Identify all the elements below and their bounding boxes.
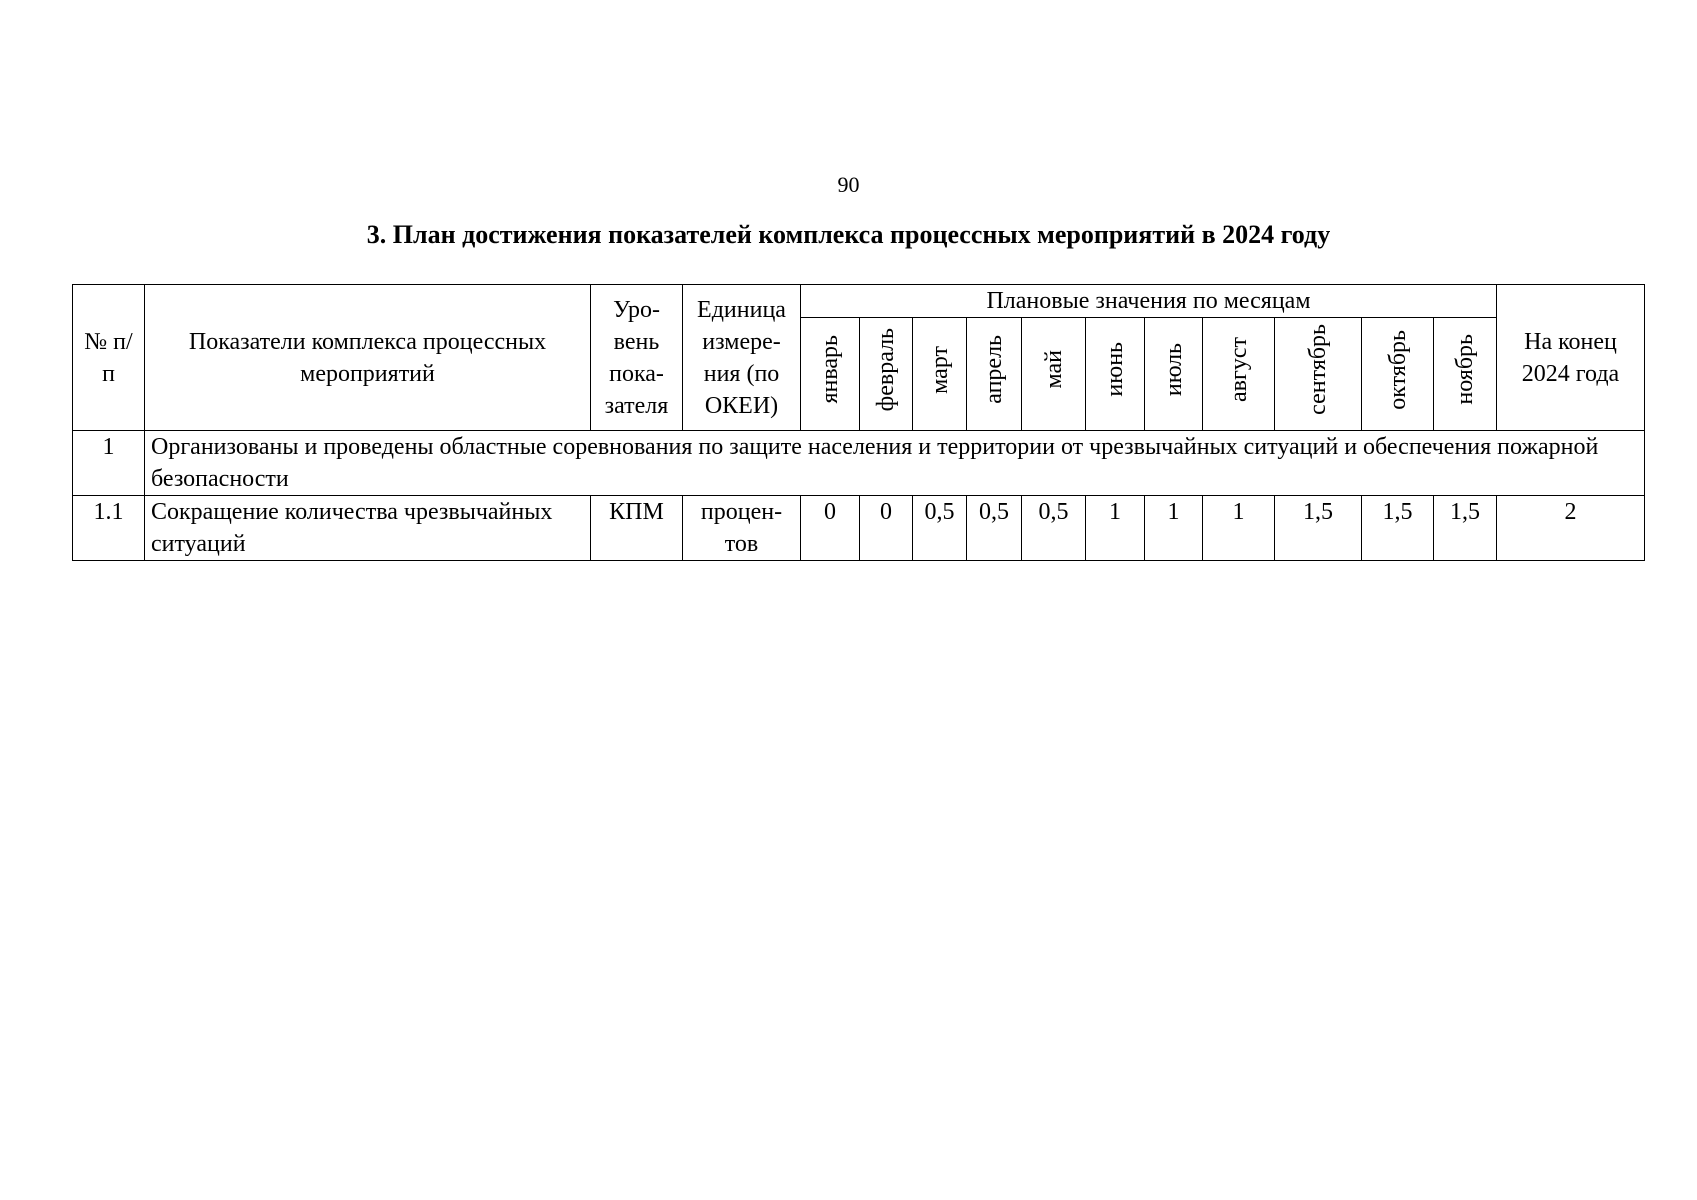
header-month-february [860,318,913,431]
header-indicator: Показатели комплекса процессных мероприятий [145,285,591,431]
month-label: июнь [1102,342,1128,397]
document-title: 3. План достижения показателей комплекса процессных мероприятий в 2024 году [366,220,1331,249]
header-month-september [1275,318,1362,431]
header-month-january [801,318,860,431]
month-label: сентябрь [1305,324,1331,415]
month-label: март [926,345,953,394]
row-level: КПМ [591,496,683,561]
value-february: 0 [860,496,913,561]
value-january: 0 [801,496,860,561]
header-month-november [1434,318,1497,431]
value-september: 1,5 [1275,496,1362,561]
month-label: апрель [981,335,1007,404]
header-unit: Единица измере-ния (по ОКЕИ) [683,285,801,431]
month-label: май [1040,350,1067,389]
plan-table [72,284,1645,561]
header-month-march [913,318,967,431]
value-november: 1,5 [1434,496,1497,561]
header-planned-values: Плановые значения по месяцам [801,285,1497,318]
row-num: 1.1 [73,496,145,561]
value-march: 0,5 [913,496,967,561]
value-october: 1,5 [1362,496,1434,561]
group-num: 1 [73,431,145,496]
month-label: июль [1160,342,1187,397]
row-unit: процен-тов [683,496,801,561]
month-label: январь [817,335,843,404]
value-end-of-year: 2 [1497,496,1645,561]
value-june: 1 [1086,496,1145,561]
group-text: Организованы и проведены областные соревнования по защите населения и территории от чрезвычайных ситуаций и обеспечения пожарной безопасности [145,431,1645,496]
header-month-october [1362,318,1434,431]
header-month-april [967,318,1022,431]
month-label: февраль [873,327,899,412]
header-level: Уро-вень пока-зателя [591,285,683,431]
header-month-august [1203,318,1275,431]
value-july: 1 [1145,496,1203,561]
month-label: октябрь [1384,329,1411,410]
header-row-1 [73,285,1645,318]
month-label: ноябрь [1452,334,1478,405]
value-august: 1 [1203,496,1275,561]
header-month-july [1145,318,1203,431]
header-num: № п/п [73,285,145,431]
value-may: 0,5 [1022,496,1086,561]
month-label: август [1225,337,1252,402]
value-april: 0,5 [967,496,1022,561]
table-row [73,496,1645,561]
row-indicator: Сокращение количества чрезвычайных ситуаций [145,496,591,561]
header-month-may [1022,318,1086,431]
header-month-june [1086,318,1145,431]
table-row-group [73,431,1645,496]
page-number: 90 [837,172,860,197]
header-end-of-year: На конец 2024 года [1497,285,1645,431]
